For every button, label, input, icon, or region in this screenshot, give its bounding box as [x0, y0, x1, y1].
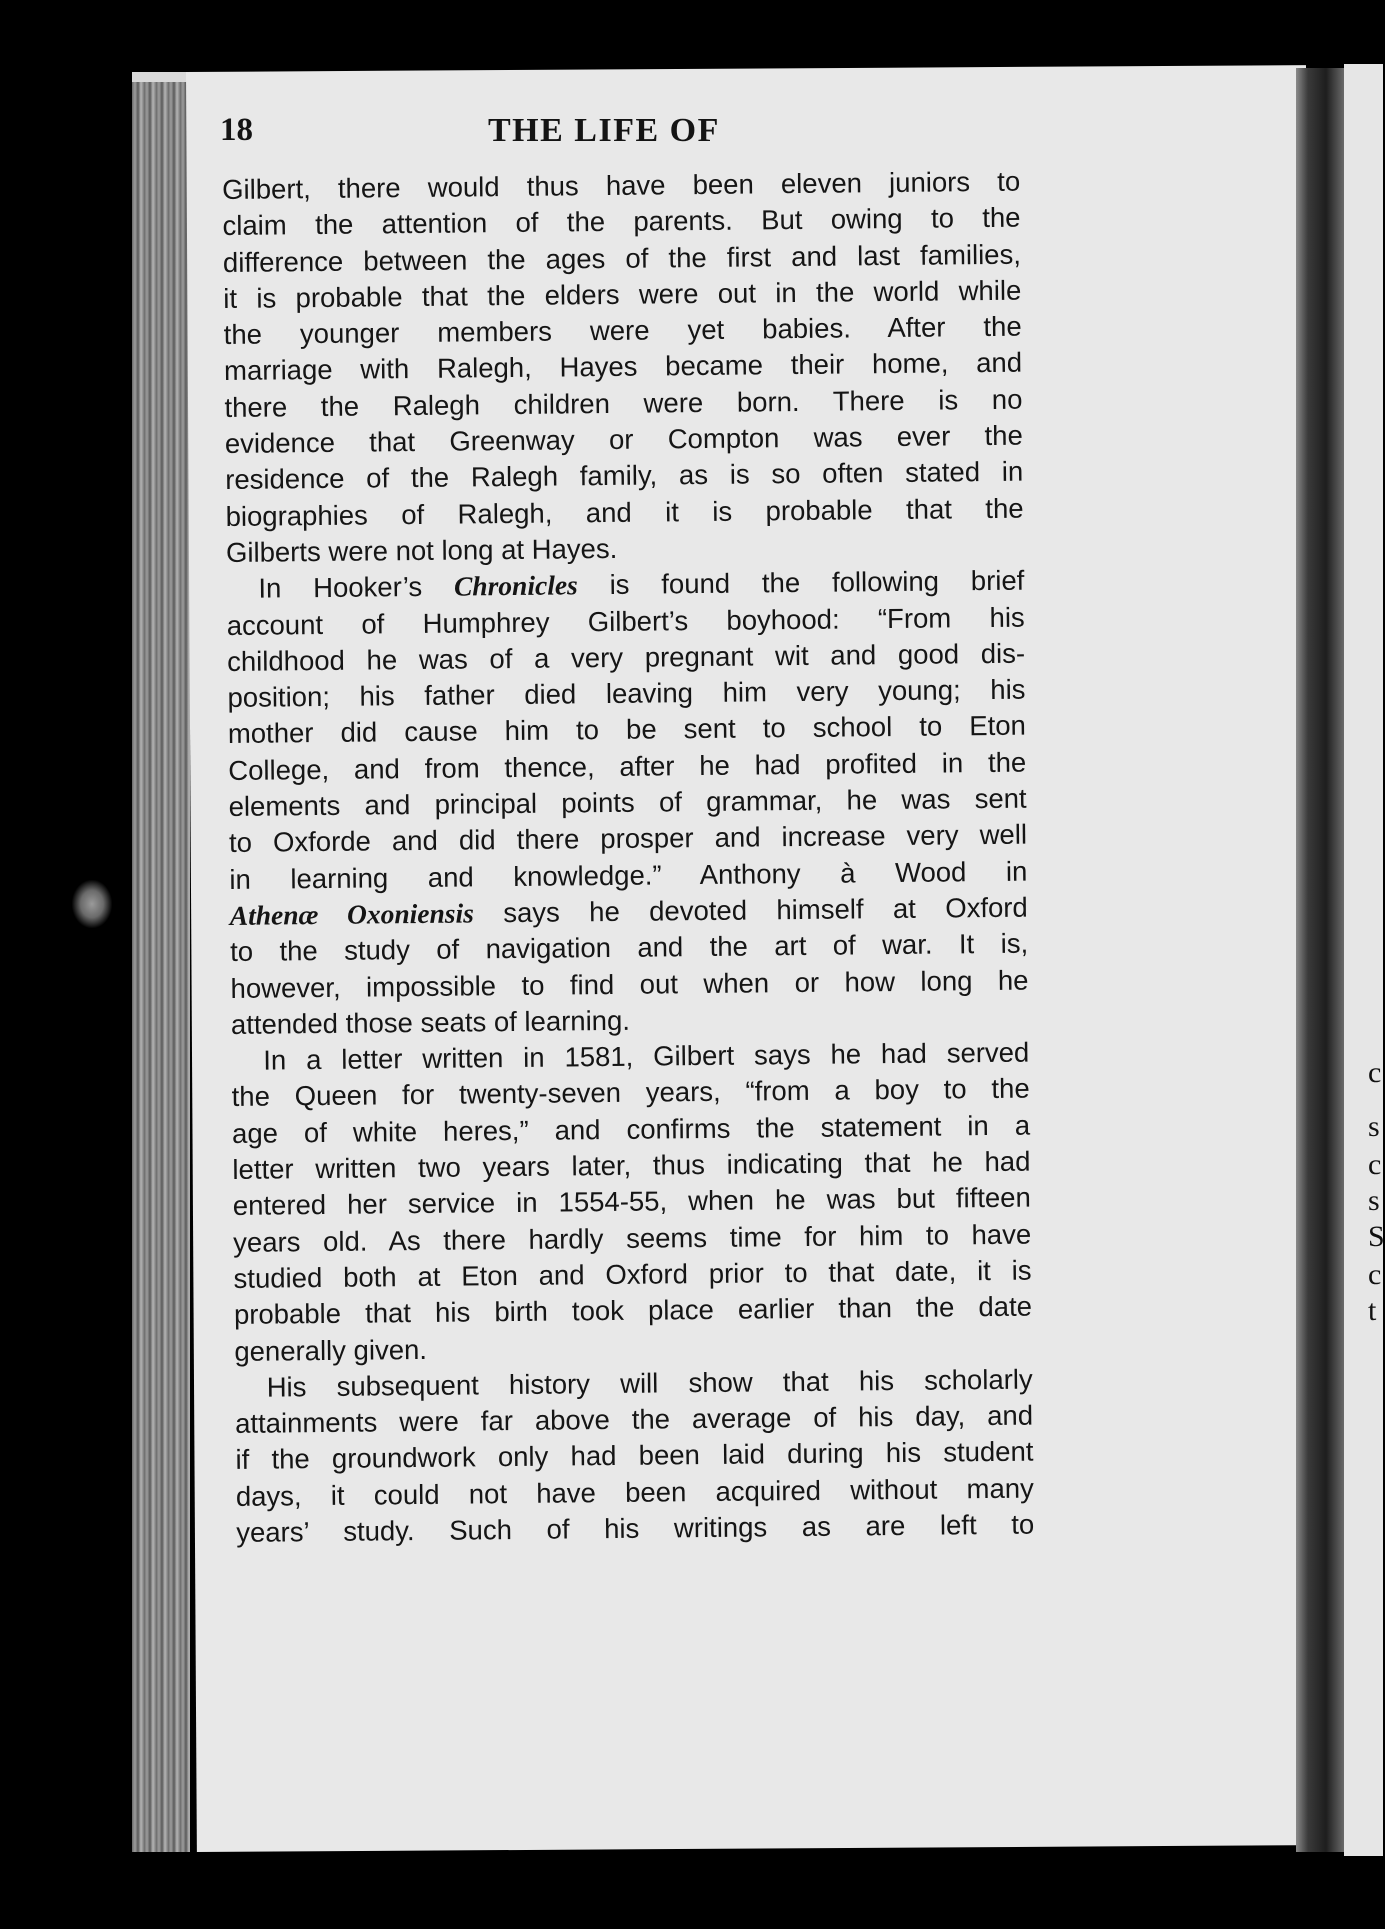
facing-page-fragment: s: [1368, 1110, 1380, 1143]
text-line: letter written two years later, thus indicating that he had: [232, 1145, 1031, 1185]
text-line: mother did cause him to be sent to school to Eton: [227, 710, 1027, 750]
text-line: difference between the ages of the first and last families,: [222, 238, 1022, 278]
facing-page-fragment: c: [1368, 1148, 1382, 1181]
facing-page-fragment: c: [1368, 1258, 1382, 1291]
text-line: in learning and knowledge.” Anthony à Wood in: [229, 855, 1028, 895]
text-line: His subsequent history will show that his scholarly: [266, 1363, 1033, 1403]
facing-page-fragment: S: [1368, 1220, 1385, 1253]
text-line: claim the attention of the parents. But owing to the: [222, 201, 1021, 242]
text-line: marriage with Ralegh, Hayes became their home, and: [223, 347, 1023, 387]
running-title: THE LIFE OF: [488, 112, 720, 149]
text-line: account of Humphrey Gilbert’s boyhood: “From his: [226, 601, 1025, 641]
text-line: the Queen for twenty-seven years, “from a boy to the: [231, 1073, 1030, 1113]
text-line: Gilberts were not long at Hayes.: [225, 532, 618, 568]
text-line: attainments were far above the average of his day, and: [234, 1399, 1034, 1440]
text-line: Gilbert, there would thus have been eleven juniors to: [222, 165, 1021, 205]
text-line: generally given.: [234, 1333, 428, 1367]
text-line: if the groundwork only had been laid during his student: [235, 1435, 1034, 1476]
facing-page-fragment: s: [1368, 1184, 1380, 1217]
right-gutter: [1296, 68, 1344, 1852]
text-line: days, it could not have been acquired without many: [235, 1472, 1034, 1512]
body-text: [222, 164, 1034, 1552]
text-line: evidence that Greenway or Compton was ever the: [224, 419, 1023, 460]
text-line: elements and principal points of grammar, he was sent: [228, 782, 1027, 823]
left-binding-edge: [132, 72, 190, 1852]
text-line: residence of the Ralegh family, as is so often stated in: [225, 456, 1024, 496]
text-line: however, impossible to find out when or how long he: [230, 964, 1029, 1004]
text-line: to the study of navigation and the art of war. It is,: [230, 927, 1029, 968]
facing-page-fragment: c: [1368, 1056, 1382, 1089]
text-line: years’ study. Such of his writings as are left to: [236, 1508, 1035, 1548]
text-line: there the Ralegh children were born. There is no: [224, 383, 1023, 423]
text-line: age of white heres,” and confirms the statement in a: [231, 1109, 1031, 1149]
text-line: the younger members were yet babies. After the: [223, 310, 1022, 351]
text-line: position; his father died leaving him very young; his: [227, 673, 1026, 714]
facing-page-edge: [1344, 64, 1383, 1856]
italic-title: Chronicles: [453, 569, 578, 602]
text-line: it is probable that the elders were out in the world while: [223, 274, 1022, 314]
text-line: childhood he was of a very pregnant wit and good dis-: [226, 637, 1026, 677]
text-line: probable that his birth took place earlier than the date: [233, 1290, 1033, 1331]
text-line: entered her service in 1554-55, when he was but fifteen: [232, 1181, 1031, 1222]
text-line: to Oxforde and did there prosper and increase very well: [228, 818, 1028, 859]
text-line: Athenæ Oxoniensis says he devoted himself at Oxford: [229, 891, 1028, 931]
margin-smudge: [72, 880, 112, 928]
running-head: [220, 112, 1040, 156]
page-number: 18: [220, 112, 253, 148]
text-line: In Hooker’s Chronicles is found the following brief: [258, 564, 1025, 604]
facing-page-fragment: t: [1368, 1294, 1377, 1327]
italic-title: Athenæ Oxoniensis: [229, 897, 475, 931]
text-line: biographies of Ralegh, and it is probable that the: [225, 492, 1024, 532]
text-line: studied both at Eton and Oxford prior to that date, it is: [233, 1254, 1032, 1294]
left-binding-top: [132, 72, 190, 82]
text-line: In a letter written in 1581, Gilbert says he had served: [263, 1036, 1030, 1076]
text-line: College, and from thence, after he had profited in the: [228, 746, 1027, 786]
text-line: attended those seats of learning.: [230, 1004, 631, 1040]
text-line: years old. As there hardly seems time for him to have: [233, 1218, 1032, 1258]
